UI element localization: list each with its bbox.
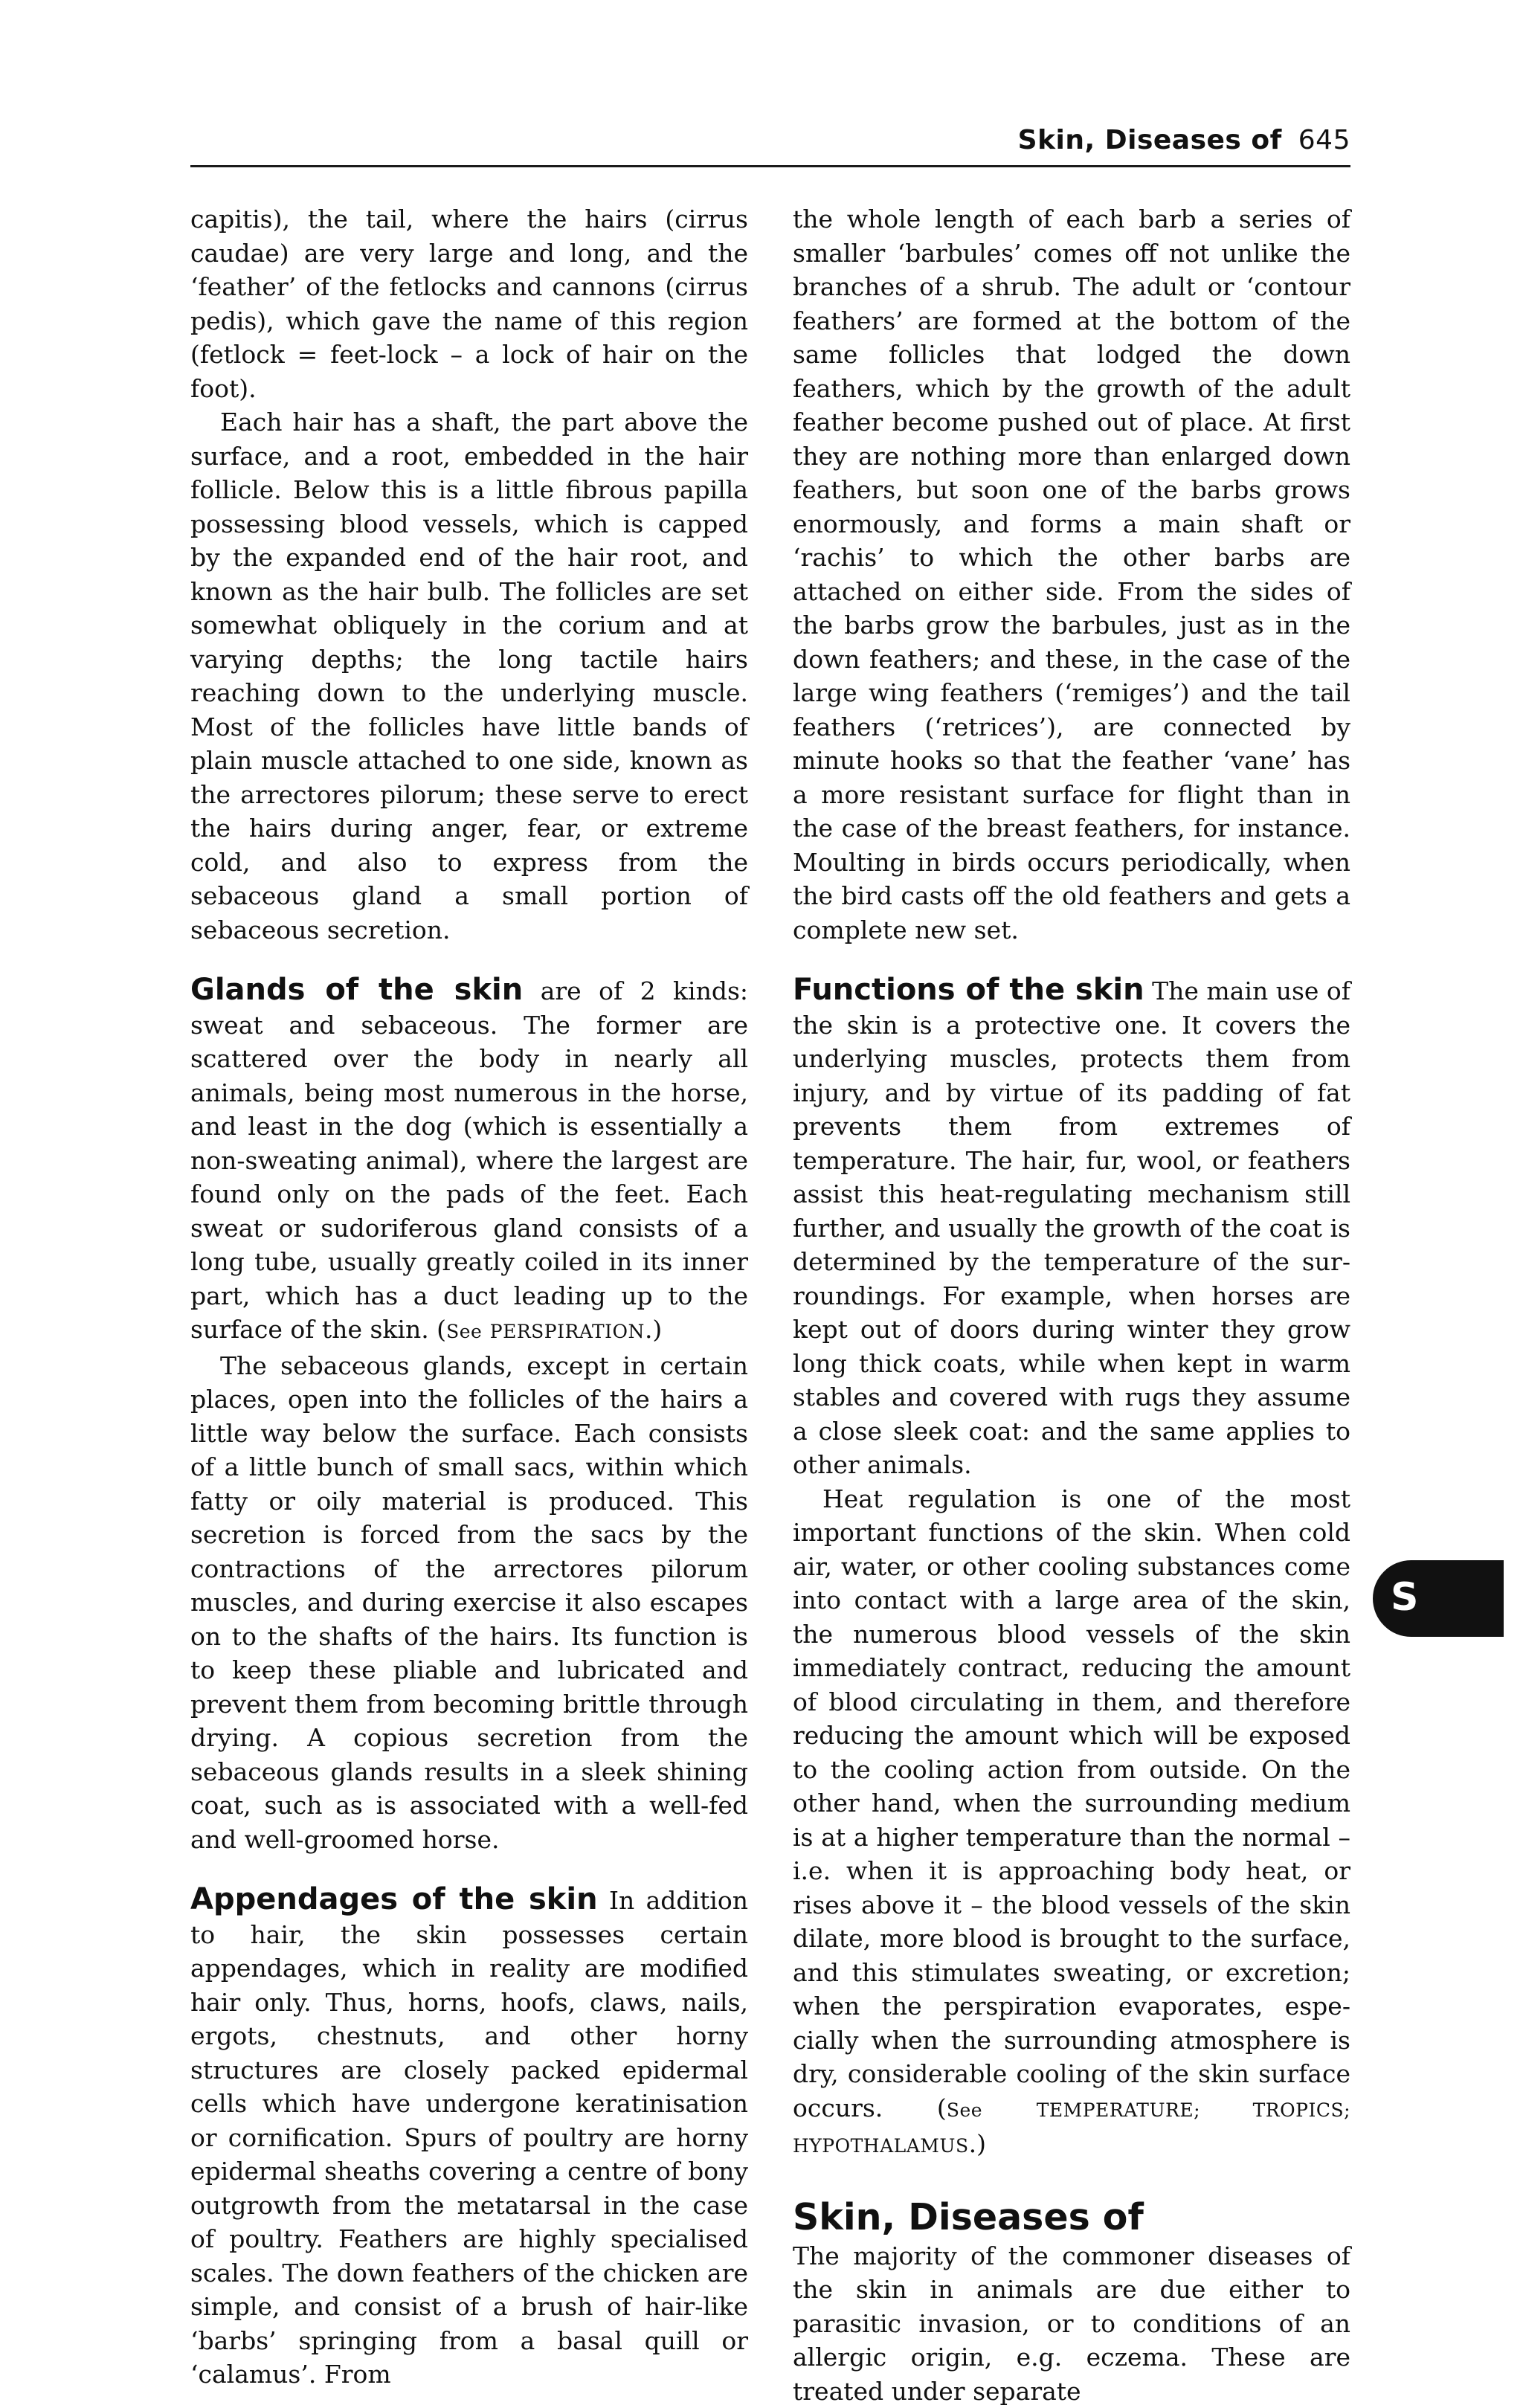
functions-text: The main use of the skin is a protective one. It covers the underlying muscles, protects them from injury, and by virtue of its padding of fat prevents them from extremes of temperature. The hair, fur, wool, or feathers assist this heat-regulating mechanism still further, and usually the growth of the coat is determined by the temperature of the surroundings. For example, when horses are kept out of doors during winter they grow long thick coats, while when kept in warm stables and covered with rugs they assume a close sleek coat: and the same applies to other animals. — [793, 976, 1350, 1479]
glands-text-end: .) — [645, 1315, 662, 1344]
running-head-title: Skin, Diseases of — [1018, 125, 1282, 155]
heat-regulation-text: Heat regulation is one of the most important functions of the skin. When cold air, water, or other cooling substances come into contact with a large area of the skin, the numerous blood vessels of the skin immediately contract, reducing the amount of blood circulating in them, and therefore reducing the amount which will be exposed to the cooling action from outside. On the other hand, when the surrounding medium is at a higher temperature than the normal – i.e. when it is approaching body heat, or rises above it – the blood vessels of the skin dilate, more blood is brought to the surface, and this stimulates sweating, or excretion; when the perspiration evaporates, especially when the surrounding atmosphere is dry, considerable cooling of the skin surface occurs. ( — [793, 1484, 1350, 2122]
page-number: 645 — [1298, 125, 1350, 155]
left-paragraph-4: The sebaceous glands, except in certain places, open into the follicles of the hairs a little way below the surface. Each consists of a little bunch of small sacs, within which fatty or oily material is produced. This secretion is forced from the sacs by the contractions of the arrectores pilorum muscles, and during exercise it also escapes on to the shafts of the hairs. Its function is to keep these pliable and lubricated and prevent them from becoming brittle through drying. A copious secretion from the sebaceous glands results in a sleek shining coat, such as is associated with a well-fed and well-groomed horse. — [190, 1349, 748, 1857]
left-paragraph-2: Each hair has a shaft, the part above the surface, and a root, embedded in the hair follicle. Below this is a little fibrous papilla possessing blood vessels, which is capped by the expanded end of the hair root, and known as the hair bulb. The follicles are set somewhat obliquely in the corium and at varying depths; the long tactile hairs reaching down to the underlying muscle. Most of the follicles have little bands of plain muscle attached to one side, known as the arrectores pilorum; these serve to erect the hairs during anger, fear, or extreme cold, and also to express from the sebaceous gland a small portion of sebaceous secretion. — [190, 405, 748, 947]
heat-regulation-end: .) — [969, 2129, 986, 2158]
appendages-heading: Appendages of the skin — [190, 1882, 598, 1916]
running-header — [190, 120, 1350, 167]
right-paragraph-1: the whole length of each barb a series of smaller ‘barbules’ comes off not unlike the branches of a shrub. The adult or ‘contour feathers’ are formed at the bottom of the same follicles that lodged the down feathers, which by the growth of the adult feather become pushed out of place. At first they are nothing more than enlarged down feathers, but soon one of the barbs grows enormously, and forms a main shaft or ‘rachis’ to which the other barbs are attached on either side. From the sides of the barbs grow the barbules, just as in the down feathers; and these, in the case of the large wing feathers (‘remiges’) and the tail feathers (‘retrices’), are connected by minute hooks so that the feather ‘vane’ has a more resistant surface for flight than in the case of the breast feathers, for instance. Moulting in birds occurs periodically, when the bird casts off the old feathers and gets a complete new set. — [793, 202, 1350, 947]
thumb-index-tab — [1373, 1560, 1504, 1637]
entry-paragraph: The majority of the commoner diseases of the skin in animals are due either to parasitic invasion, or to conditions of an allergic origin, e.g. eczema. These are treated under separate — [793, 2239, 1350, 2408]
left-column — [190, 202, 748, 2392]
functions-section — [793, 973, 1350, 1482]
glands-text: are of 2 kinds: sweat and sebaceous. The former are scattered over the body in nearly all animals, being most numerous in the horse, and least in the dog (which is essentially a non-sweating animal), where the largest are found only on the pads of the feet. Each sweat or sudoriferous gland consists of a long tube, usually greatly coiled in its inner part, which has a duct leading up to the surface of the skin. ( — [190, 976, 748, 1344]
thumb-index-letter: S — [1391, 1575, 1418, 1620]
cross-reference-list[interactable]: TEMPERATURE; TROPICS; HYPOTHALAMUS — [793, 2099, 1350, 2157]
functions-heading: Functions of the skin — [793, 973, 1144, 1007]
entry-heading: Skin, Diseases of — [793, 2196, 1350, 2239]
header-title-line — [1018, 125, 1350, 155]
left-paragraph-1: capitis), the tail, where the hairs (cirrus caudae) are very large and long, and the ‘feather’ of the fetlocks and cannons (cirrus pedis), which gave the name of this region (fetlock = feet-lock – a lock of hair on the foot). — [190, 202, 748, 405]
glands-section — [190, 973, 748, 1349]
right-column — [793, 202, 1350, 2408]
see-label: See — [446, 1321, 482, 1342]
right-paragraph-3 — [793, 1482, 1350, 2163]
glands-heading: Glands of the skin — [190, 973, 523, 1007]
cross-reference-perspiration[interactable]: PERSPIRATION — [490, 1321, 645, 1342]
appendages-text: In addition to hair, the skin possesses certain appendages, which in reality are modified hair only. Thus, horns, hoofs, claws, nails, ergots, chestnuts, and other horny structures are closely packed epidermal cells which have undergone keratinisation or cornification. Spurs of poultry are horny epidermal sheaths covering a centre of bony outgrowth from the metatarsal in the case of poultry. Feathers are highly specialised scales. The down feathers of the chicken are simple, and consist of a brush of hair-like ‘barbs’ springing from a basal quill or ‘calamus’. From — [190, 1886, 748, 2389]
appendages-section — [190, 1883, 748, 2392]
see-label: See — [947, 2099, 982, 2121]
